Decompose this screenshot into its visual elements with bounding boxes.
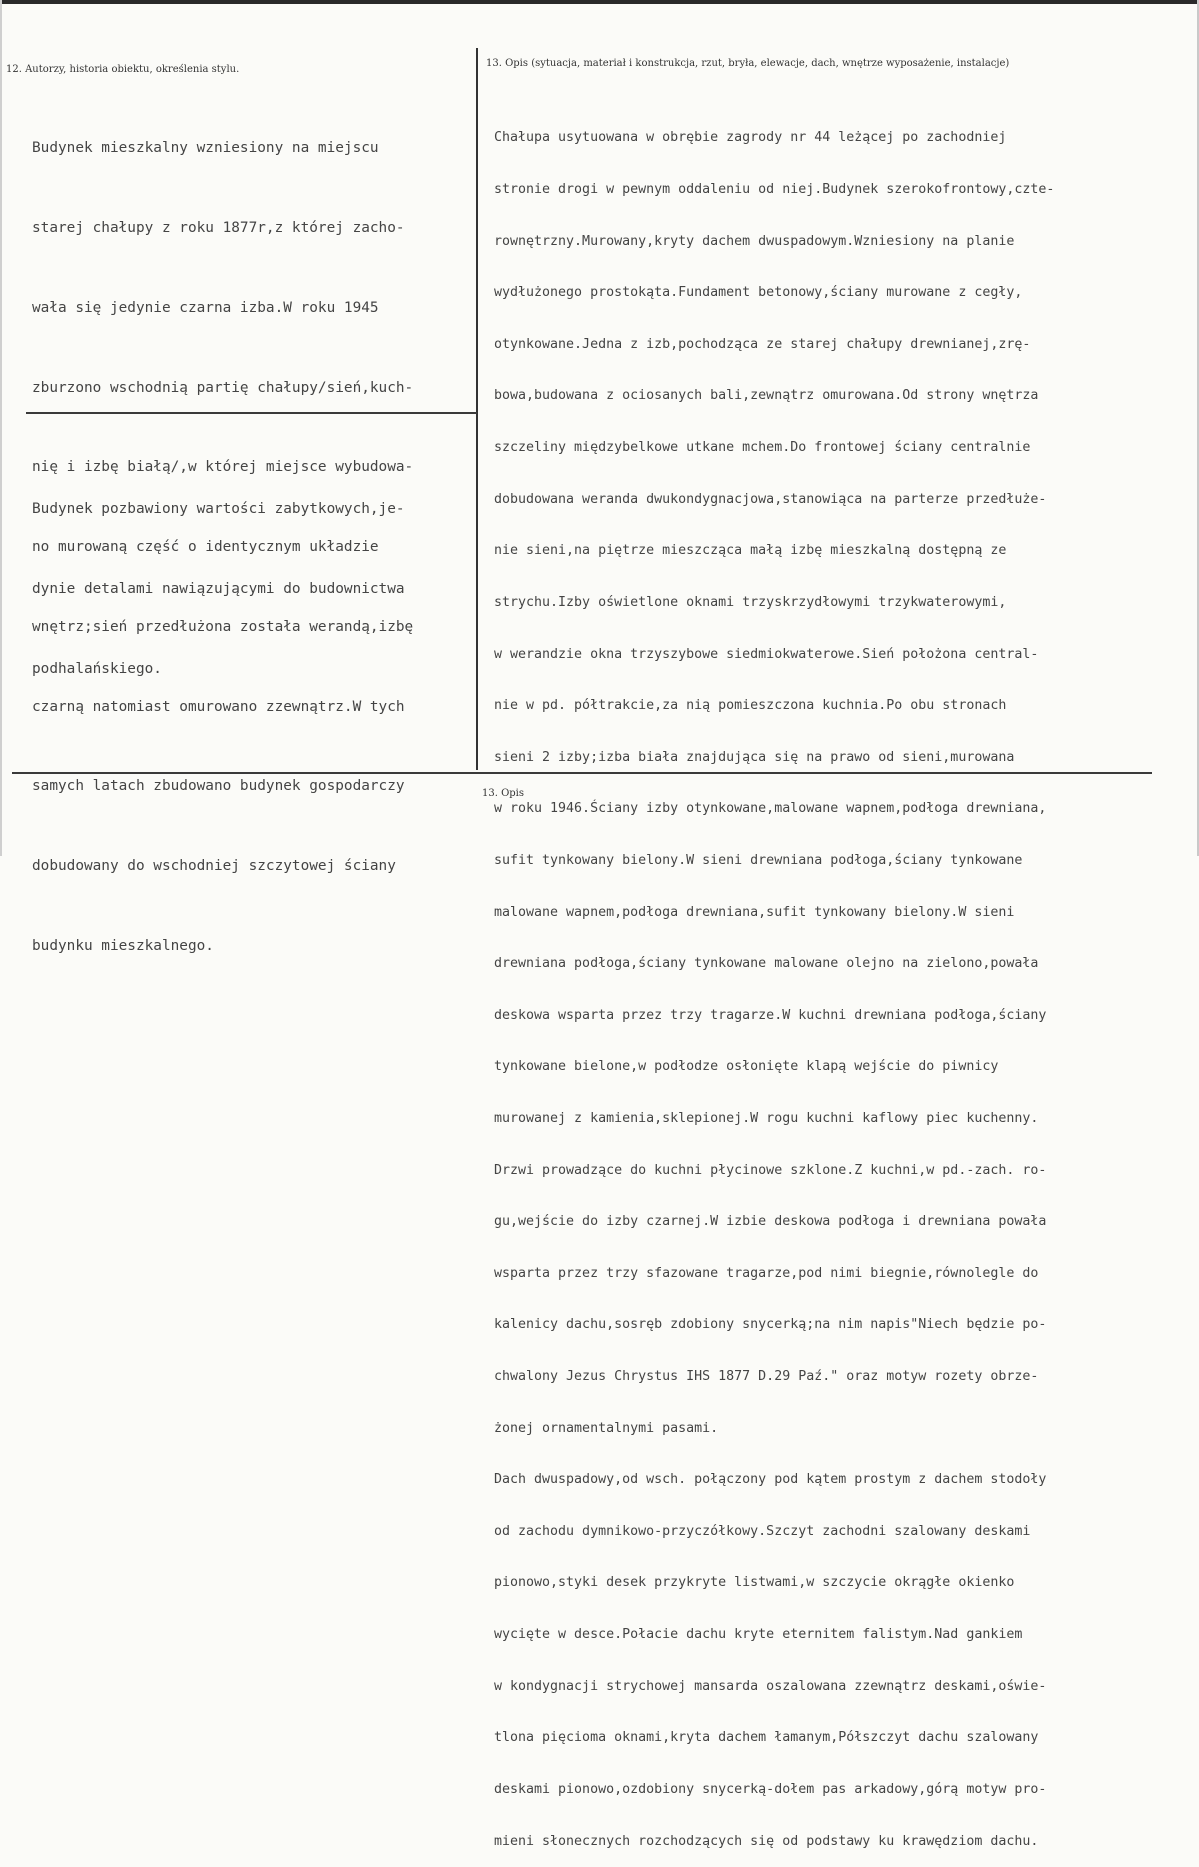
text-line: wała się jedynie czarna izba.W roku 1945 bbox=[32, 299, 379, 316]
text-line: nię i izbę białą/,w której miejsce wybudowa- bbox=[32, 459, 414, 476]
text-line: szczeliny międzybelkowe utkane mchem.Do frontowej ściany centralnie bbox=[494, 440, 1031, 456]
text-line: samych latach zbudowano budynek gospodarczy bbox=[32, 778, 405, 795]
text-line: sieni 2 izby;izba biała znajdująca się na prawo od sieni,murowana bbox=[494, 749, 1015, 765]
text-line: Dach dwuspadowy,od wsch. połączony pod kątem prostym z dachem stodoły bbox=[494, 1472, 1047, 1488]
text-line: od zachodu dymnikowo-przyczółkowy.Szczyt zachodni szalowany deskami bbox=[494, 1523, 1031, 1539]
text-line: no murowaną część o identycznym układzie bbox=[32, 539, 379, 556]
text-line: wnętrz;sień przedłużona została werandą,izbę bbox=[32, 618, 414, 635]
text-line: chwalony Jezus Chrystus IHS 1877 D.29 Paź." oraz motyw rozety obrze- bbox=[494, 1369, 1039, 1385]
evaluation-text bbox=[32, 443, 405, 709]
text-line: w kondygnacji strychowej mansarda oszalowana zzewnątrz deskami,oświe- bbox=[494, 1678, 1047, 1694]
text-line: murowanej z kamienia,sklepionej.W rogu kuchni kaflowy piec kuchenny. bbox=[494, 1110, 1039, 1126]
text-line: kalenicy dachu,sosręb zdobiony snycerką;na nim napis"Niech będzie po- bbox=[494, 1317, 1047, 1333]
text-line: czarną natomiast omurowano zzewnątrz.W tych bbox=[32, 698, 405, 715]
text-line: podhalańskiego. bbox=[32, 660, 162, 677]
card-top-edge bbox=[0, 0, 1199, 4]
text-line: wsparta przez trzy sfazowane tragarze,pod nimi biegnie,równolegle do bbox=[494, 1265, 1039, 1281]
text-line: Budynek pozbawiony wartości zabytkowych,je- bbox=[32, 501, 405, 518]
card-left-edge bbox=[0, 0, 2, 856]
text-line: starej chałupy z roku 1877r,z której zacho- bbox=[32, 219, 405, 236]
section-12-label: 12. Autorzy, historia obiektu, określenia stylu. bbox=[6, 64, 240, 75]
text-line: stronie drogi w pewnym oddaleniu od niej.Budynek szerokofrontowy,czte- bbox=[494, 182, 1055, 198]
text-line: budynku mieszkalnego. bbox=[32, 938, 214, 954]
text-line: pionowo,styki desek przykryte listwami,w szczycie okrągłe okienko bbox=[494, 1575, 1015, 1591]
text-line: Drzwi prowadzące do kuchni płycinowe szklone.Z kuchni,w pd.-zach. ro- bbox=[494, 1162, 1047, 1178]
text-line: w roku 1946.Ściany izby otynkowane,malowane wapnem,podłoga drewniana, bbox=[494, 801, 1047, 817]
text-line: zburzono wschodnią partię chałupy/sień,kuch- bbox=[32, 379, 414, 396]
text-line: tlona pięcioma oknami,kryta dachem łamanym,Półszczyt dachu szalowany bbox=[494, 1730, 1039, 1746]
text-line: dobudowany do wschodniej szczytowej ściany bbox=[32, 858, 396, 875]
text-line: strychu.Izby oświetlone oknami trzyskrzydłowymi trzykwaterowymi, bbox=[494, 594, 1007, 610]
text-line: mieni słonecznych rozchodzących się od podstawy ku krawędziom dachu. bbox=[494, 1833, 1039, 1849]
text-line: wydłużonego prostokąta.Fundament betonowy,ściany murowane z cegły, bbox=[494, 285, 1023, 301]
text-line: dynie detalami nawiązującymi do budownictwa bbox=[32, 580, 405, 597]
text-line: drewniana podłoga,ściany tynkowane malowane olejno na zielono,powała bbox=[494, 956, 1039, 972]
text-line: rownętrzny.Murowany,kryty dachem dwuspadowym.Wzniesiony na planie bbox=[494, 233, 1015, 249]
section-13-label: 13. Opis (sytuacja, materiał i konstrukcja, rzut, bryła, elewacje, dach, wnętrze wyposażenie, instalacje) bbox=[486, 58, 1010, 69]
text-line: bowa,budowana z ociosanych bali,zewnątrz omurowana.Od strony wnętrza bbox=[494, 388, 1039, 404]
text-line: deskami pionowo,ozdobiony snycerką-dołem pas arkadowy,górą motyw pro- bbox=[494, 1781, 1047, 1797]
text-line: Chałupa usytuowana w obrębie zagrody nr 44 leżącej po zachodniej bbox=[494, 130, 1007, 146]
text-line: gu,wejście do izby czarnej.W izbie deskowa podłoga i drewniana powała bbox=[494, 1214, 1047, 1230]
text-line: nie w pd. półtrakcie,za nią pomieszczona kuchnia.Po obu stronach bbox=[494, 698, 1007, 714]
text-line: sufit tynkowany bielony.W sieni drewniana podłoga,ściany tynkowane bbox=[494, 852, 1023, 868]
description-text bbox=[494, 95, 1054, 1867]
text-line: deskowa wsparta przez trzy tragarze.W kuchni drewniana podłoga,ściany bbox=[494, 1007, 1047, 1023]
section-13-bottom-label: 13. Opis bbox=[482, 788, 525, 799]
text-line: dobudowana weranda dwukondygnacjowa,stanowiąca na parterze przedłuże- bbox=[494, 491, 1047, 507]
column-divider bbox=[476, 48, 478, 770]
text-line: wycięte w desce.Połacie dachu kryte eternitem falistym.Nad gankiem bbox=[494, 1627, 1023, 1643]
text-line: otynkowane.Jedna z izb,pochodząca ze starej chałupy drewnianej,zrę- bbox=[494, 336, 1031, 352]
text-line: malowane wapnem,podłoga drewniana,sufit tynkowany bielony.W sieni bbox=[494, 904, 1015, 920]
text-line: żonej ornamentalnymi pasami. bbox=[494, 1420, 719, 1436]
text-line: tynkowane bielone,w podłodze osłonięte klapą wejście do piwnicy bbox=[494, 1059, 999, 1075]
text-line: nie sieni,na piętrze mieszcząca małą izbę mieszkalną dostępną ze bbox=[494, 543, 1007, 559]
text-line: Budynek mieszkalny wzniesiony na miejscu bbox=[32, 140, 379, 157]
text-line: w werandzie okna trzyszybowe siedmiokwaterowe.Sień położona central- bbox=[494, 646, 1039, 662]
